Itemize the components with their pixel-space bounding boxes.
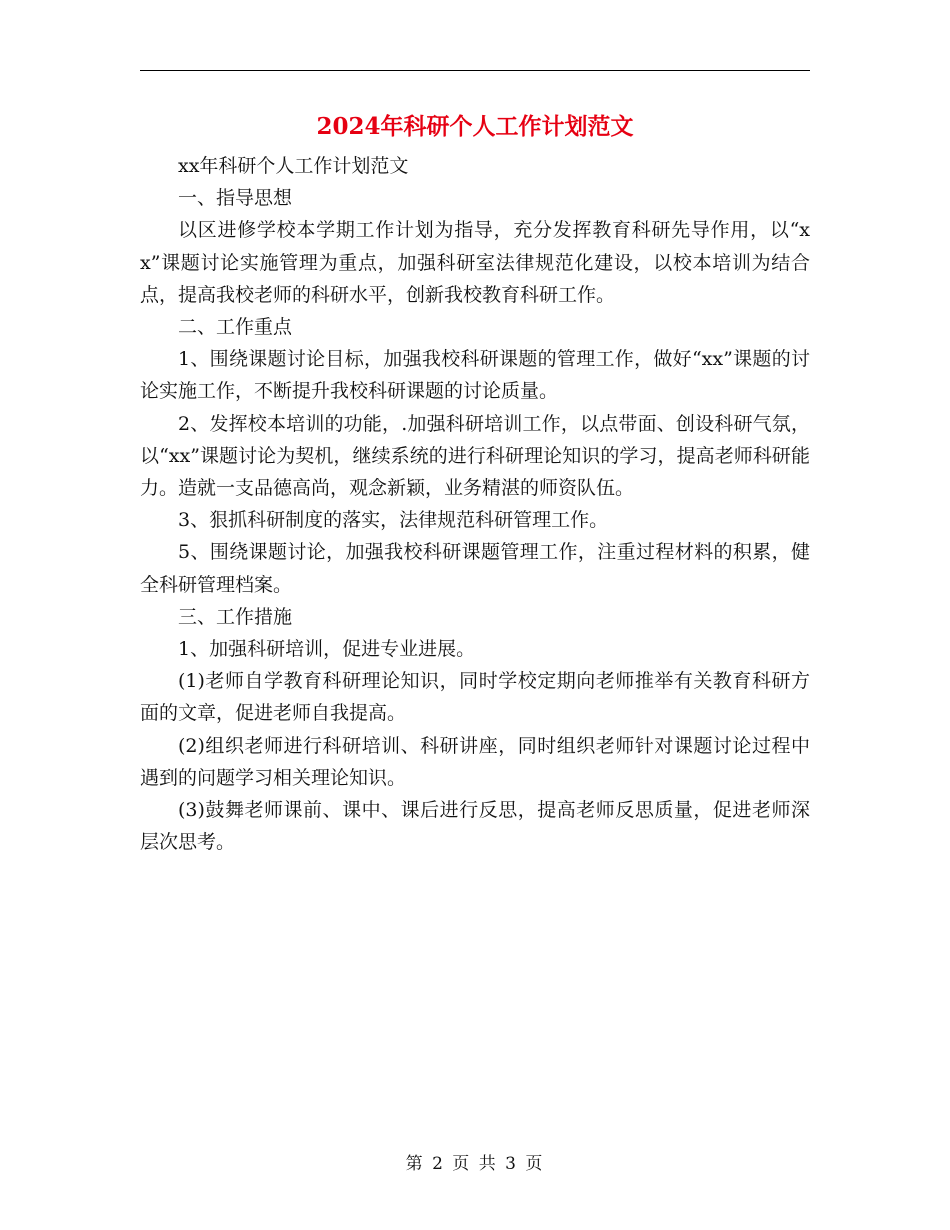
paragraph-measure-1: 1、加强科研培训，促进专业进展。 — [178, 638, 476, 661]
paragraph-focus-1: 1、围绕课题讨论目标，加强我校科研课题的管理工作，做好“xx”课题的讨论实施工作，不断提升我校科研课题的讨论质量。 — [140, 348, 810, 403]
section-heading-guiding-ideology: 一、指导思想 — [178, 187, 293, 210]
document-body — [140, 150, 810, 858]
page-number-footer: 第 2 页 共 3 页 — [405, 1154, 545, 1174]
paragraph-subtitle: xx年科研个人工作计划范文 — [178, 155, 409, 177]
paragraph-focus-5: 5、围绕课题讨论，加强我校科研课题管理工作，注重过程材料的积累，健全科研管理档案。 — [140, 541, 810, 596]
header-rule — [140, 70, 810, 71]
paragraph-focus-3: 3、狠抓科研制度的落实，法律规范科研管理工作。 — [178, 509, 609, 532]
section-heading-work-focus: 二、工作重点 — [178, 316, 293, 339]
paragraph-measure-1-3: (3)鼓舞老师课前、课中、课后进行反思，提高老师反思质量，促进老师深层次思考。 — [140, 799, 810, 854]
paragraph-guiding-ideology: 以区进修学校本学期工作计划为指导，充分发挥教育科研先导作用，以“xx”课题讨论实施管理为重点，加强科研室法律规范化建设，以校本培训为结合点，提高我校老师的科研水平，创新我校教育科研工作。 — [140, 219, 810, 306]
document-title: 2024年科研个人工作计划范文 — [316, 113, 634, 140]
paragraph-measure-1-2: (2)组织老师进行科研培训、科研讲座，同时组织老师针对课题讨论过程中遇到的问题学习相关理论知识。 — [140, 734, 810, 789]
paragraph-measure-1-1: (1)老师自学教育科研理论知识，同时学校定期向老师推举有关教育科研方面的文章，促进老师自我提高。 — [140, 670, 810, 725]
paragraph-focus-2: 2、发挥校本培训的功能，.加强科研培训工作，以点带面、创设科研气氛，以“xx”课题讨论为契机，继续系统的进行科研理论知识的学习，提高老师科研能力。造就一支品德高尚，观念新颖，业务精湛的师资队伍。 — [140, 412, 810, 500]
section-heading-work-measures: 三、工作措施 — [178, 605, 293, 628]
